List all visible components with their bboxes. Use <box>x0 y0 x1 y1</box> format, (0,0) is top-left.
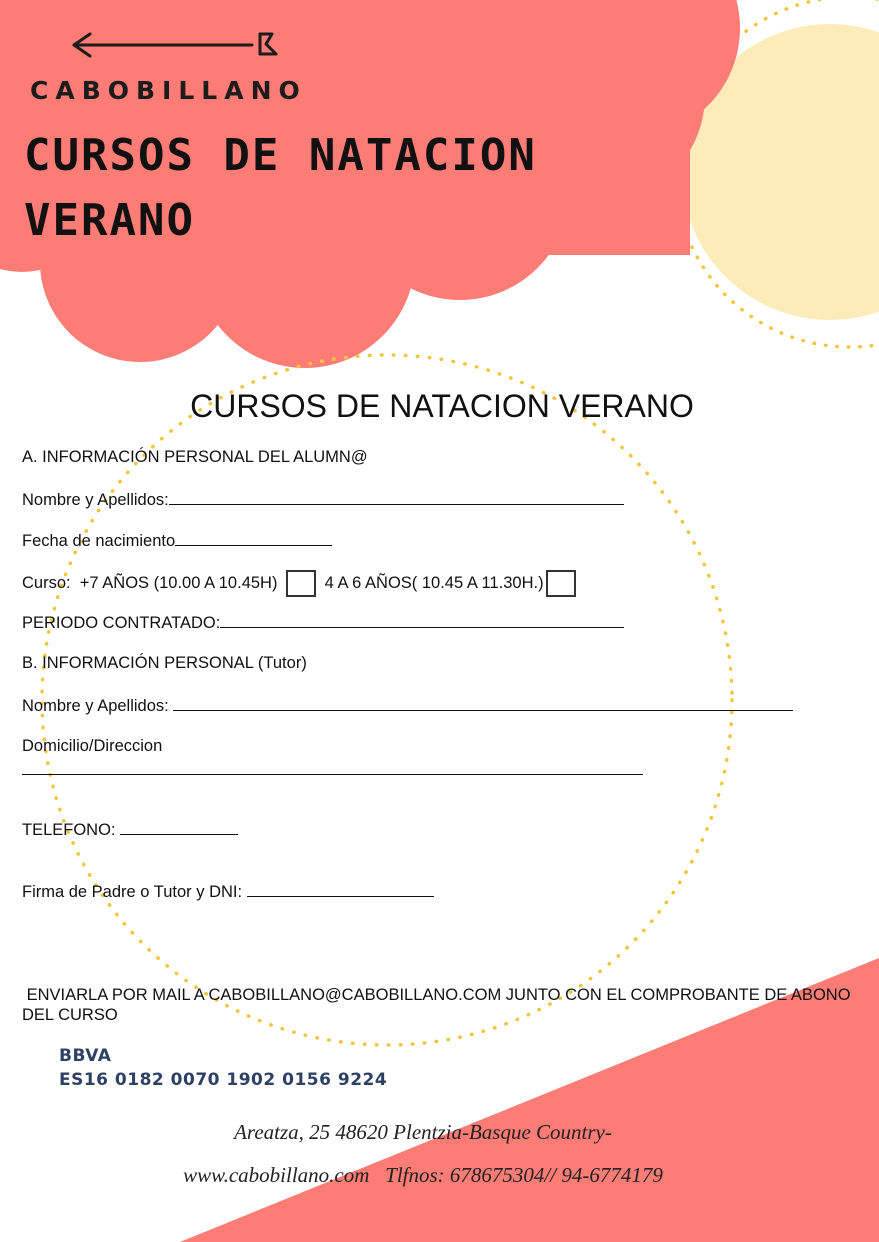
section-a-heading: A. INFORMACIÓN PERSONAL DEL ALUMN@ <box>22 448 368 466</box>
bank-name: BBVA <box>59 1046 112 1066</box>
hero-title-line1: CURSOS DE NATACION <box>24 130 537 181</box>
tutor-name-field[interactable] <box>173 696 793 711</box>
section-b-heading: B. INFORMACIÓN PERSONAL (Tutor) <box>22 654 307 672</box>
period-label: PERIODO CONTRATADO: <box>22 614 221 632</box>
phone-field[interactable] <box>120 820 238 835</box>
bank-iban: ES16 0182 0070 1902 0156 9224 <box>59 1070 388 1090</box>
address-label: Domicilio/Direccion <box>22 737 163 755</box>
course-option-7plus-checkbox[interactable] <box>286 570 316 597</box>
course-label: Curso: <box>22 573 71 592</box>
course-option-4to6-label: 4 A 6 AÑOS( 10.45 A 11.30H.) <box>324 573 544 592</box>
course-row <box>22 570 580 597</box>
birth-date-field[interactable] <box>175 531 332 546</box>
signature-label: Firma de Padre o Tutor y DNI: <box>22 883 243 901</box>
signature-row <box>22 882 434 902</box>
submission-instructions: ENVIARLA POR MAIL A CABOBILLANO@CABOBILLANO.COM JUNTO CON EL COMPROBANTE DE ABONO DEL CURSO <box>22 986 851 1024</box>
student-name-label: Nombre y Apellidos: <box>22 491 169 509</box>
coral-cloud <box>0 0 740 368</box>
student-name-row <box>22 490 624 510</box>
postal-address: Areatza, 25 48620 Plentzia-Basque Country- <box>234 1120 612 1144</box>
web-and-phones: www.cabobillano.com Tlfnos: 678675304// 94-6774179 <box>183 1163 663 1187</box>
signature-field[interactable] <box>247 882 434 897</box>
address-field[interactable] <box>22 774 643 775</box>
course-option-4to6-checkbox[interactable] <box>546 570 576 597</box>
form-title: CURSOS DE NATACION VERANO <box>190 388 694 424</box>
period-row <box>22 613 624 633</box>
tutor-name-row <box>22 696 793 716</box>
student-name-field[interactable] <box>169 490 624 505</box>
brand-name: CABOBILLANO <box>30 76 307 105</box>
tutor-name-label: Nombre y Apellidos: <box>22 697 169 715</box>
birth-date-label: Fecha de nacimiento <box>22 532 176 550</box>
course-option-7plus-label: +7 AÑOS (10.00 A 10.45H) <box>79 573 278 592</box>
birth-date-row <box>22 531 332 551</box>
hero-title-line2: VERANO <box>24 195 195 246</box>
phone-row <box>22 820 238 840</box>
period-field[interactable] <box>220 613 624 628</box>
phone-label: TELEFONO: <box>22 821 116 839</box>
